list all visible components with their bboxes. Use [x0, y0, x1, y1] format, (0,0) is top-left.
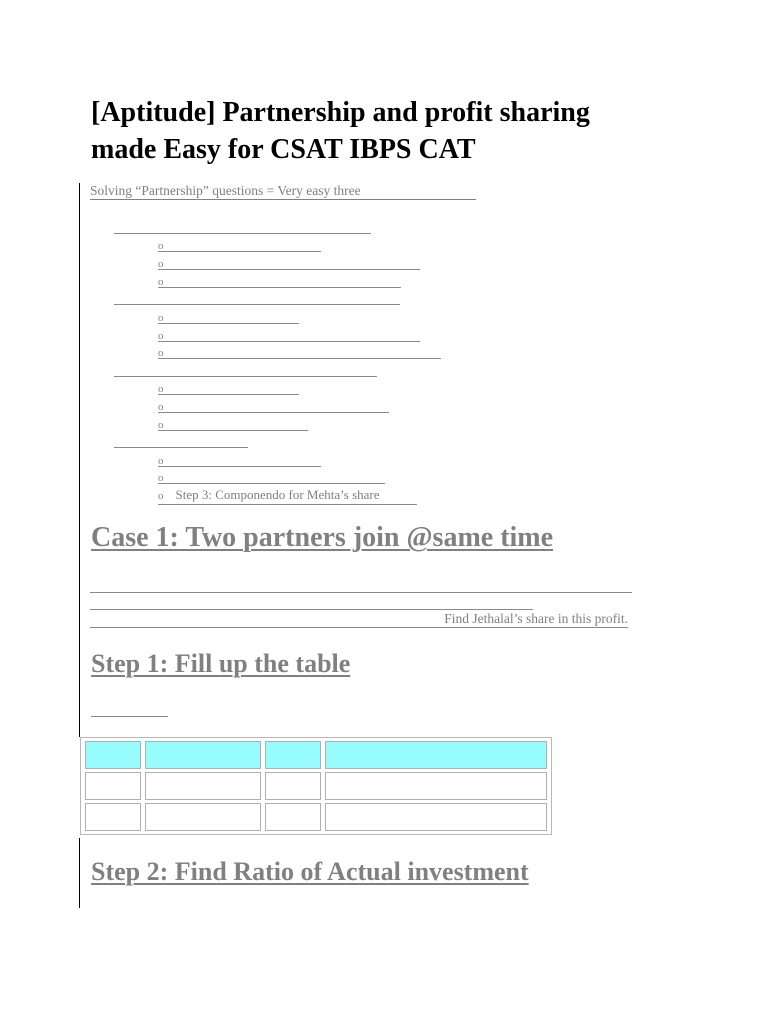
toc-item-link[interactable] — [114, 376, 377, 377]
toc-subitem-link[interactable] — [158, 323, 299, 324]
table-cell — [85, 803, 141, 831]
investment-table — [80, 737, 552, 835]
table-header-row — [85, 741, 547, 769]
table-cell — [265, 772, 321, 800]
left-margin-bar — [79, 183, 80, 737]
case1-heading: Case 1: Two partners join @same time — [91, 522, 554, 553]
table-header-cell — [145, 741, 261, 769]
case-text-line — [90, 609, 533, 610]
left-margin-bar — [79, 838, 80, 908]
step2-heading: Step 2: Find Ratio of Actual investment — [91, 857, 529, 886]
toc-item-link[interactable] — [114, 447, 248, 448]
table-cell — [325, 772, 547, 800]
toc-bullet: o — [158, 383, 164, 395]
table-row — [85, 772, 547, 800]
toc-subitem-link[interactable] — [158, 358, 441, 359]
table-row — [85, 803, 547, 831]
toc-subitem-label: Step 3: Componendo for Mehta’s share — [175, 487, 380, 502]
table-header-cell — [85, 741, 141, 769]
toc-bullet: o — [158, 330, 164, 342]
toc-subitem-link[interactable] — [158, 487, 417, 505]
step1-heading: Step 1: Fill up the table — [91, 649, 351, 678]
table-cell — [85, 772, 141, 800]
toc-subitem-link[interactable] — [158, 341, 420, 342]
toc-subitem-link[interactable] — [158, 430, 308, 431]
page-title: [Aptitude] Partnership and profit sharing made Easy for CSAT IBPS CAT — [91, 97, 590, 165]
table-header-cell — [325, 741, 547, 769]
toc-bullet: o — [158, 401, 164, 413]
toc-subitem-link[interactable] — [158, 394, 299, 395]
toc-subitem-link[interactable] — [158, 287, 401, 288]
toc-bullet: o — [158, 258, 164, 270]
case-text-line — [90, 592, 632, 593]
toc-bullet: o — [158, 490, 164, 502]
toc-subitem-link[interactable] — [158, 466, 321, 467]
table-cell — [325, 803, 547, 831]
table-cell — [145, 772, 261, 800]
table-header-cell — [265, 741, 321, 769]
toc-bullet: o — [158, 312, 164, 324]
toc-bullet: o — [158, 472, 164, 484]
toc-subitem-link[interactable] — [158, 483, 385, 484]
toc-bullet: o — [158, 455, 164, 467]
table-cell — [265, 803, 321, 831]
toc-bullet: o — [158, 240, 164, 252]
toc-intro-link[interactable]: Solving “Partnership” questions = Very easy three — [90, 183, 476, 200]
toc-item-link[interactable] — [114, 233, 371, 234]
toc-bullet: o — [158, 276, 164, 288]
toc-subitem-link[interactable] — [158, 251, 321, 252]
toc-subitem-link[interactable] — [158, 412, 389, 413]
step-text-line — [91, 716, 168, 717]
case-question-text: Find Jethalal’s share in this profit. — [444, 611, 628, 626]
toc-subitem-link[interactable] — [158, 269, 420, 270]
toc-bullet: o — [158, 347, 164, 359]
toc-bullet: o — [158, 419, 164, 431]
case-question-line — [90, 611, 628, 628]
table-cell — [145, 803, 261, 831]
toc-item-link[interactable] — [114, 304, 400, 305]
